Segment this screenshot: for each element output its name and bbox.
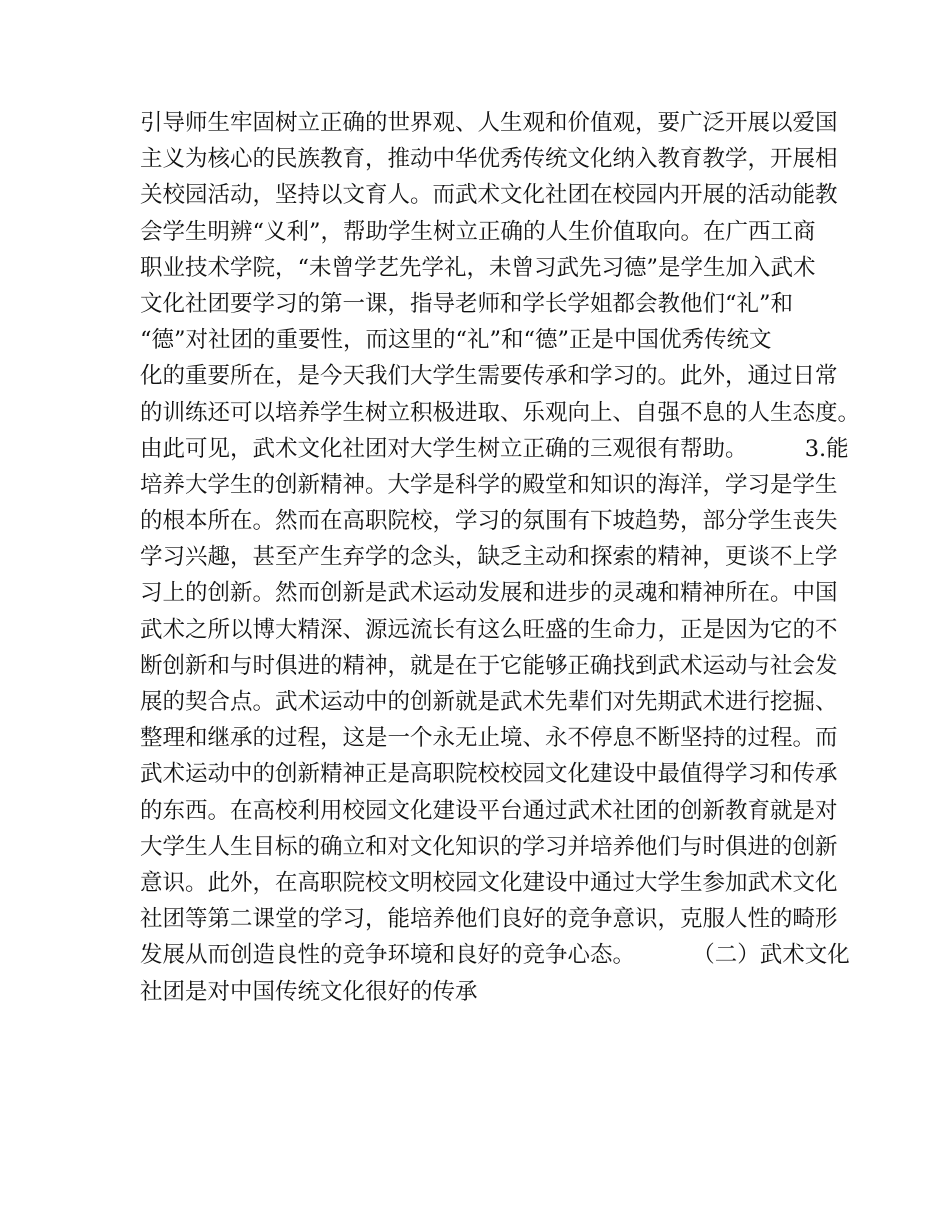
text-line-18: 整理和继承的过程，这是一个永无止境、永不停息不断坚持的过程。而 [140, 725, 838, 752]
text-line-12: 的根本所在。然而在高职院校，学习的氛围有下坡趋势，部分学生丧失 [140, 508, 838, 535]
text-line-11: 培养大学生的创新精神。大学是科学的殿堂和知识的海洋，学习是学生 [140, 471, 838, 498]
text-line-24: 发展从而创造良性的竞争环境和良好的竞争心态。 （二）武术文化 [140, 942, 850, 969]
text-line-15: 武术之所以博大精深、源远流长有这么旺盛的生命力，正是因为它的不 [140, 616, 838, 643]
text-line-23: 社团等第二课堂的学习，能培养他们良好的竞争意识，克服人性的畸形 [140, 906, 838, 933]
text-line-22: 意识。此外，在高职院校文明校园文化建设中通过大学生参加武术文化 [140, 869, 838, 896]
text-line-25: 社团是对中国传统文化很好的传承 [140, 978, 478, 1005]
text-line-19: 武术运动中的创新精神正是高职院校校园文化建设中最值得学习和传承 [140, 761, 838, 788]
text-line-20: 的东西。在高校利用校园文化建设平台通过武术社团的创新教育就是对 [140, 797, 838, 824]
body-paragraph [140, 105, 861, 1010]
text-line-13: 学习兴趣，甚至产生弃学的念头，缺乏主动和探索的精神，更谈不上学 [140, 544, 838, 571]
text-line-8: 化的重要所在，是今天我们大学生需要传承和学习的。此外，通过日常 [140, 363, 838, 390]
text-line-1: 引导师生牢固树立正确的世界观、人生观和价值观，要广泛开展以爱国 [140, 110, 838, 136]
text-line-16: 断创新和与时俱进的精神，就是在于它能够正确找到武术运动与社会发 [140, 652, 838, 679]
text-line-17: 展的契合点。武术运动中的创新就是武术先辈们对先期武术进行挖掘、 [140, 689, 838, 715]
text-line-3: 关校园活动，坚持以文育人。而武术文化社团在校园内开展的活动能教 [140, 182, 838, 209]
text-line-21: 大学生人生目标的确立和对文化知识的学习并培养他们与时俱进的创新 [140, 833, 838, 860]
text-line-10: 由此可见，武术文化社团对大学生树立正确的三观很有帮助。 3.能 [140, 435, 849, 462]
text-line-7: “德”对社团的重要性，而这里的“礼”和“德”正是中国优秀传统文 [140, 327, 772, 354]
text-line-4: 会学生明辨“义利”，帮助学生树立正确的人生价值取向。在广西工商 [140, 218, 816, 245]
text-line-2: 主义为核心的民族教育，推动中华优秀传统文化纳入教育教学，开展相 [140, 146, 838, 173]
text-line-9: 的训练还可以培养学生树立积极进取、乐观向上、自强不息的人生态度。 [140, 399, 861, 426]
text-line-14: 习上的创新。然而创新是武术运动发展和进步的灵魂和精神所在。中国 [140, 580, 838, 607]
text-line-5: 职业技术学院，“未曾学艺先学礼，未曾习武先习德”是学生加入武术 [140, 254, 816, 281]
text-line-6: 文化社团要学习的第一课，指导老师和学长学姐都会教他们“礼”和 [140, 290, 794, 317]
